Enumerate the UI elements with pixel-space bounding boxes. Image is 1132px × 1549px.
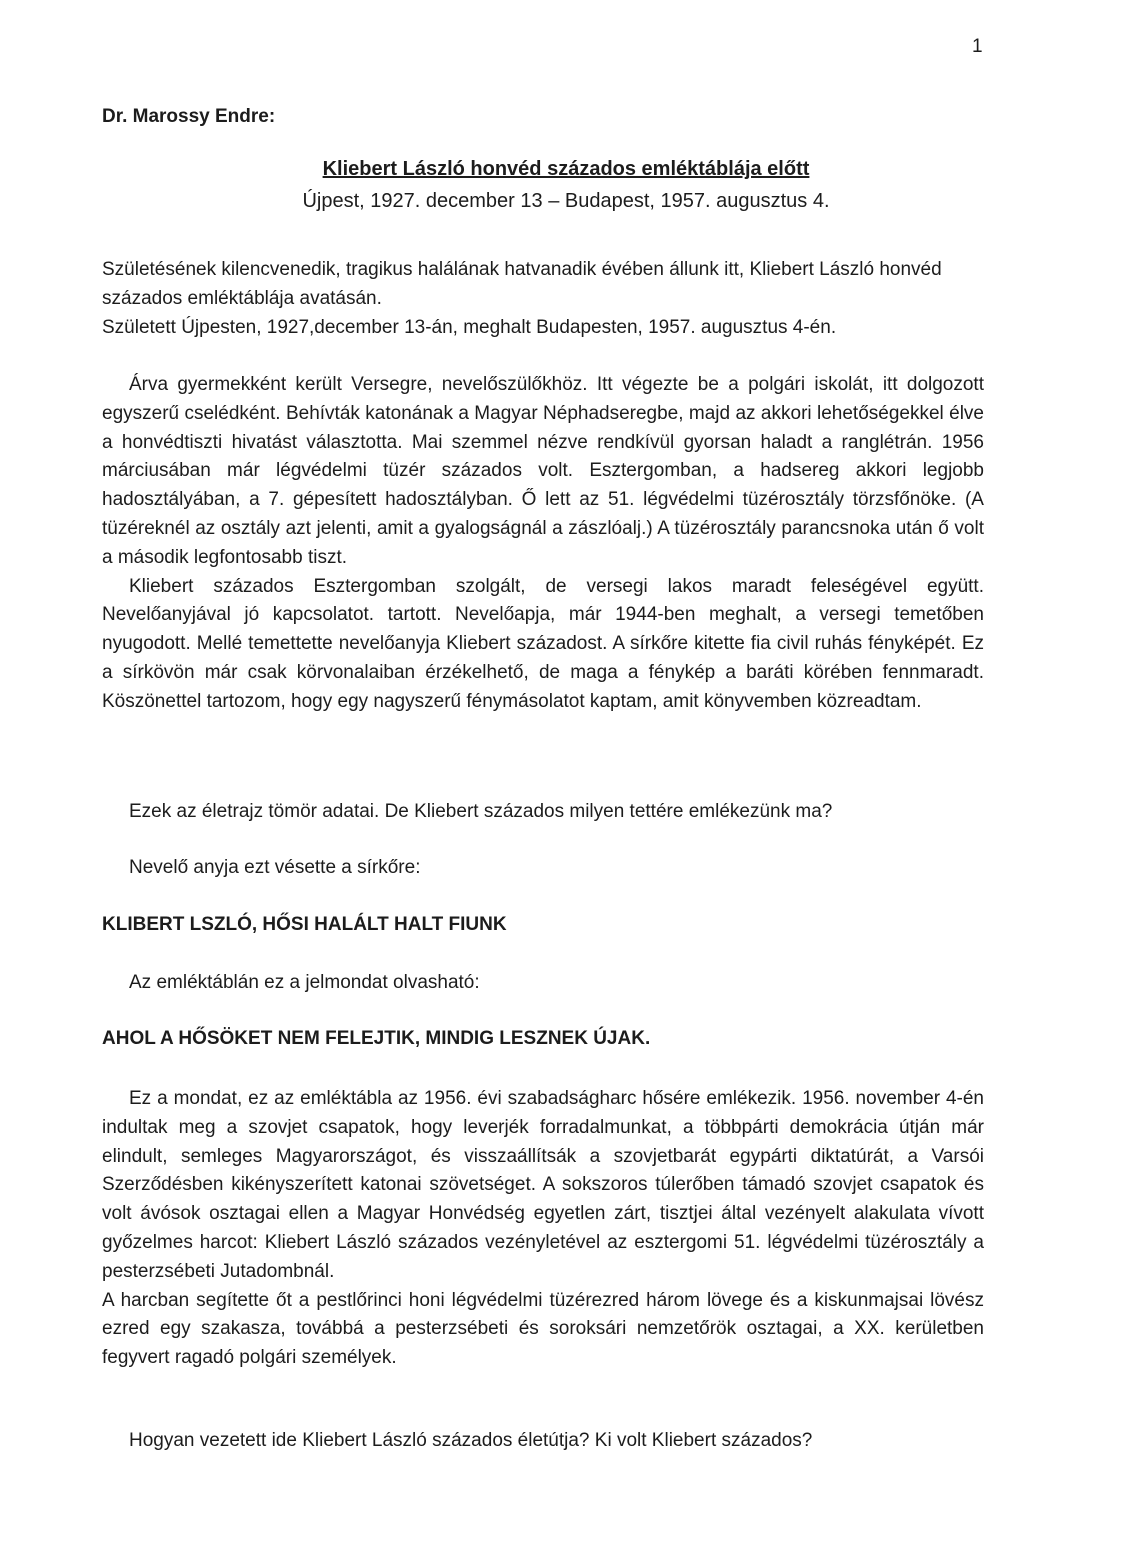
summary-question: Ezek az életrajz tömör adatai. De Kliebert százados milyen tettére emlékezünk ma? [129,801,833,822]
history-section [102,1085,984,1373]
birth-death-line: Született Újpesten, 1927,december 13-án, meghalt Budapesten, 1957. augusztus 4-én. [102,316,837,338]
history-paragraph: A harcban segítette őt a pestlőrinci honi légvédelmi tüzérezred három lövege és a kiskunmajsai lövész ezred egy szakasza, továbbá a pesterzsébeti és soroksári nemzetőrök osztagai, a XX. kerületben fegyvert ragadó polgári személyek. [102,1289,984,1369]
gravestone-intro: Nevelő anyja ezt vésette a sírkőre: [129,857,421,878]
history-paragraph: Ez a mondat, ez az emléktábla az 1956. évi szabadságharc hősére emlékezik. 1956. november 4-én indultak meg a szovjet csapatok, hogy leverjék forradalmunkat, a többpárti demokrácia útján már elindult, semleges Magyarországot, és visszaállítsák a szovjetbarát egypárti diktatúrát, a Varsói Szerződésben kikényszerített katonai szövetséget. A sokszoros túlerőben támadó szovjet csapatok és volt ávósok osztagai ellen a Magyar Honvédség egyetlen zárt, tisztjei által vezényelt alakulata vívott győzelmes harcot: Kliebert László százados vezényletével az esztergomi 51. légvédelmi tüzérosztály a pesterzsébeti Jutadombnál. [102,1088,984,1282]
document-title: Kliebert László honvéd százados emléktáblája előtt [322,158,810,180]
motto-intro: Az emléktáblán ez a jelmondat olvasható: [129,972,480,993]
final-question: Hogyan vezetett ide Kliebert László százados életútja? Ki volt Kliebert százados? [129,1430,813,1451]
intro-section [102,256,984,342]
gravestone-inscription: KLIBERT LSZLÓ, HŐSI HALÁLT HALT FIUNK [102,914,507,935]
biography-paragraph: Kliebert százados Esztergomban szolgált, de versegi lakos maradt feleségével együtt. Nevelőanyjával jó kapcsolatot. tartott. Nevelőapja, már 1944-ben meghalt, a versegi temetőben nyugodott. Mellé temettette nevelőanyja Kliebert századost. A sírkőre kitette fia civil ruhás fényképét. Ez a sírkövön már csak körvonalaiban érzékelhető, de maga a fénykép a baráti körében fennmaradt. Köszönettel tartozom, hogy egy nagyszerű fénymásolatot kaptam, amit könyvemben közreadtam. [102,575,984,712]
biography-paragraph: Árva gyermekként került Versegre, nevelőszülőkhöz. Itt végezte be a polgári iskolát, itt dolgozott egyszerű cselédként. Behívták katonának a Magyar Néphadseregbe, majd az akkori lehetőségekkel élve a honvédtiszti hivatást választotta. Mai szemmel nézve rendkívül gyorsan haladt a ranglétrán. 1956 márciusában már légvédelmi tüzér százados volt. Esztergomban, a hadsereg akkori legjobb hadosztályában, a 7. gépesített hadosztályban. Ő lett az 51. légvédelmi tüzérosztály törzsfőnöke. (A tüzéreknél az osztály azt jelenti, amit a gyalogságnál a zászlóalj.) A tüzérosztály parancsnoka után ő volt a második legfontosabb tiszt. [102,374,984,568]
author-heading: Dr. Marossy Endre: [102,106,276,127]
motto-text: AHOL A HŐSÖKET NEM FELEJTIK, MINDIG LESZNEK ÚJAK. [102,1028,651,1049]
biography-section [102,371,984,717]
life-dates: Újpest, 1927. december 13 – Budapest, 1957. augusztus 4. [302,190,830,212]
intro-paragraph: Születésének kilencvenedik, tragikus halálának hatvanadik évében állunk itt, Kliebert László honvéd százados emléktáblája avatásán. [102,259,942,309]
page-number: 1 [972,36,983,57]
